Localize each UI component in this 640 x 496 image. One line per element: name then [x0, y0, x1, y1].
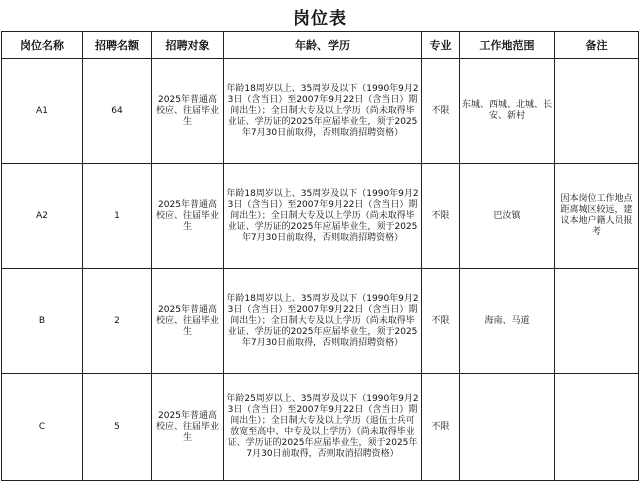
age-education-cell: 年龄18周岁以上、35周岁及以下（1990年9月23日（含当日）至2007年9月22日（含当日）期间出生）；全日制大专及以上学历（尚未取得毕业证、学历证的2025年应届毕业生，须于2025年7月30日前取得，否则取消招聘资格） — [224, 59, 422, 164]
header-major: 专业 — [422, 32, 460, 59]
quota-cell: 2 — [83, 269, 152, 374]
target-cell: 2025年普通高校应、往届毕业生 — [152, 374, 224, 481]
remarks-cell — [555, 374, 639, 481]
major-cell: 不限 — [422, 164, 460, 269]
table-row — [2, 164, 639, 269]
target-cell: 2025年普通高校应、往届毕业生 — [152, 164, 224, 269]
remarks-cell — [555, 59, 639, 164]
positions-table — [1, 31, 639, 481]
header-quota: 招聘名额 — [83, 32, 152, 59]
target-cell: 2025年普通高校应、往届毕业生 — [152, 59, 224, 164]
header-age-education: 年龄、学历 — [224, 32, 422, 59]
target-cell: 2025年普通高校应、往届毕业生 — [152, 269, 224, 374]
position-name-cell: B — [2, 269, 83, 374]
quota-cell: 5 — [83, 374, 152, 481]
position-name-cell: A2 — [2, 164, 83, 269]
header-target: 招聘对象 — [152, 32, 224, 59]
page-title: 岗位表 — [293, 9, 347, 29]
work-area-cell: 东城、西城、北城、长安、新村 — [460, 59, 555, 164]
header-work-area: 工作地范围 — [460, 32, 555, 59]
age-education-cell: 年龄18周岁以上、35周岁及以下（1990年9月23日（含当日）至2007年9月22日（含当日）期间出生）；全日制大专及以上学历（尚未取得毕业证、学历证的2025年应届毕业生，须于2025年7月30日前取得，否则取消招聘资格） — [224, 164, 422, 269]
quota-cell: 1 — [83, 164, 152, 269]
major-cell: 不限 — [422, 59, 460, 164]
position-name-cell: C — [2, 374, 83, 481]
table-row — [2, 59, 639, 164]
major-cell: 不限 — [422, 374, 460, 481]
work-area-cell — [460, 374, 555, 481]
remarks-cell: 因本岗位工作地点距离城区较远，建议本地户籍人员报考 — [555, 164, 639, 269]
age-education-cell: 年龄25周岁以上、35周岁及以下（1990年9月23日（含当日）至2007年9月22日（含当日）期间出生）；全日制大专及以上学历（退伍士兵可放宽至高中、中专及以上学历）（尚未取得毕业证、学历证的2025年应届毕业生，须于2025年7月30日前取得，否则取消招聘资格） — [224, 374, 422, 481]
quota-cell: 64 — [83, 59, 152, 164]
age-education-cell: 年龄18周岁以上、35周岁及以下（1990年9月23日（含当日）至2007年9月22日（含当日）期间出生）；全日制大专及以上学历（尚未取得毕业证、学历证的2025年应届毕业生，须于2025年7月30日前取得，否则取消招聘资格） — [224, 269, 422, 374]
table-row — [2, 269, 639, 374]
header-position-name: 岗位名称 — [2, 32, 83, 59]
table-row — [2, 374, 639, 481]
table-header-row — [2, 32, 639, 59]
major-cell: 不限 — [422, 269, 460, 374]
remarks-cell — [555, 269, 639, 374]
position-name-cell: A1 — [2, 59, 83, 164]
header-remarks: 备注 — [555, 32, 639, 59]
work-area-cell: 巴汝镇 — [460, 164, 555, 269]
work-area-cell: 海南、马道 — [460, 269, 555, 374]
